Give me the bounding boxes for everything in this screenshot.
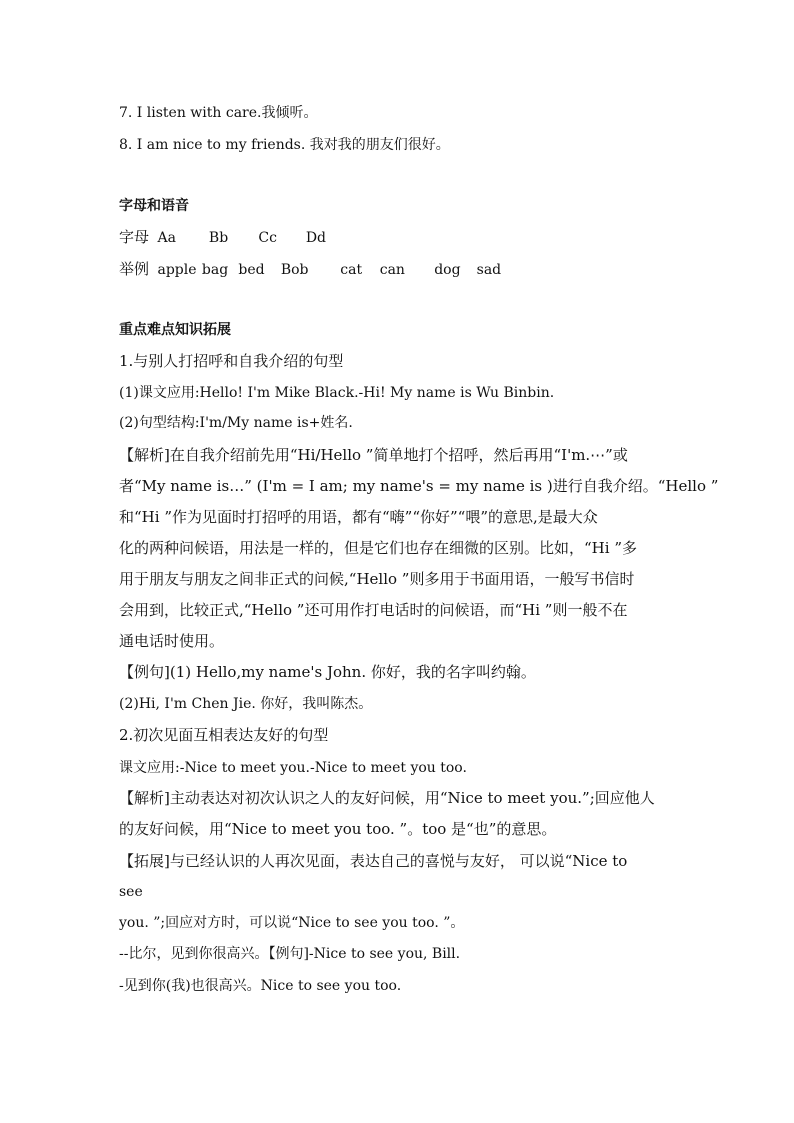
analysis-line: 和“Hi ”作为见面时打招呼的用语，都有“嗨”“你好”“喂”的意思,是最大众 xyxy=(119,508,598,526)
example-sentence: -见到你(我)也很高兴。Nice to see you too. xyxy=(119,978,402,994)
analysis-line: 者“My name is…” (I'm = I am; my name's = my name is )进行自我介绍。“Hello ” xyxy=(119,477,719,495)
analysis-line: 化的两种问候语，用法是一样的，但是它们也存在细微的区别。比如，“Hi ”多 xyxy=(119,539,637,557)
analysis-line: 【解析]在自我介绍前先用“Hi/Hello ”简单地打个招呼，然后再用“I'm.⋯”或 xyxy=(119,446,628,464)
analysis-line: 会用到，比较正式,“Hello ”还可用作打电话时的问候语，而“Hi ”则一般不在 xyxy=(119,601,628,619)
letter-item: Dd xyxy=(305,230,327,246)
letter-item: Bb xyxy=(208,230,229,246)
example-word: sad xyxy=(476,262,502,278)
section-heading-letters: 字母和语音 xyxy=(119,198,189,214)
letter-item: Cc xyxy=(258,230,277,246)
analysis-line: 用于朋友与朋友之间非正式的问候,“Hello ”则多用于书面用语，一般写书信时 xyxy=(119,570,635,588)
example-sentence: 【例句](1) Hello,my name's John. 你好，我的名字叫约翰。 xyxy=(119,663,536,681)
analysis-line: 【解析]主动表达对初次认识之人的友好问候，用“Nice to meet you.”;回应他人 xyxy=(119,789,655,807)
letter-item: Aa xyxy=(157,230,176,246)
example-word: cat xyxy=(340,262,363,278)
example-word: apple xyxy=(157,262,197,278)
extension-line: see xyxy=(119,884,143,900)
section-heading-key-points: 重点难点知识拓展 xyxy=(119,322,231,338)
example-word: bed xyxy=(238,262,265,278)
letters-label: 字母 xyxy=(119,228,150,246)
text-application: (1)课文应用:Hello! I'm Mike Black.-Hi! My name is Wu Binbin. xyxy=(119,385,555,401)
point-1-title: 1.与别人打招呼和自我介绍的句型 xyxy=(119,352,344,370)
point-2-title: 2.初次见面互相表达友好的句型 xyxy=(119,726,329,744)
extension-line: you. ”;回应对方时，可以说“Nice to see you too. ”。 xyxy=(119,915,465,931)
letters-row xyxy=(119,228,326,247)
extension-line: 【拓展]与已经认识的人再次见面，表达自己的喜悦与友好， 可以说“Nice to xyxy=(119,852,628,870)
analysis-line: 通电话时使用。 xyxy=(119,632,225,650)
line-7: 7. I listen with care.我倾听。 xyxy=(119,105,318,121)
line-8: 8. I am nice to my friends. 我对我的朋友们很好。 xyxy=(119,137,450,153)
example-word: can xyxy=(379,262,405,278)
examples-row xyxy=(119,260,501,279)
example-word: bag xyxy=(201,262,229,278)
example-word: Bob xyxy=(280,262,309,278)
example-sentence: --比尔，见到你很高兴。【例句]-Nice to see you, Bill. xyxy=(119,946,461,962)
analysis-line: 的友好问候，用“Nice to meet you too. ”。too 是“也”的意思。 xyxy=(119,820,557,838)
examples-label: 举例 xyxy=(119,260,150,278)
example-sentence: (2)Hi, I'm Chen Jie. 你好，我叫陈杰。 xyxy=(119,696,373,712)
sentence-structure: (2)句型结构:I'm/My name is+姓名. xyxy=(119,415,353,431)
text-application: 课文应用:-Nice to meet you.-Nice to meet you too. xyxy=(119,760,467,776)
example-word: dog xyxy=(434,262,461,278)
